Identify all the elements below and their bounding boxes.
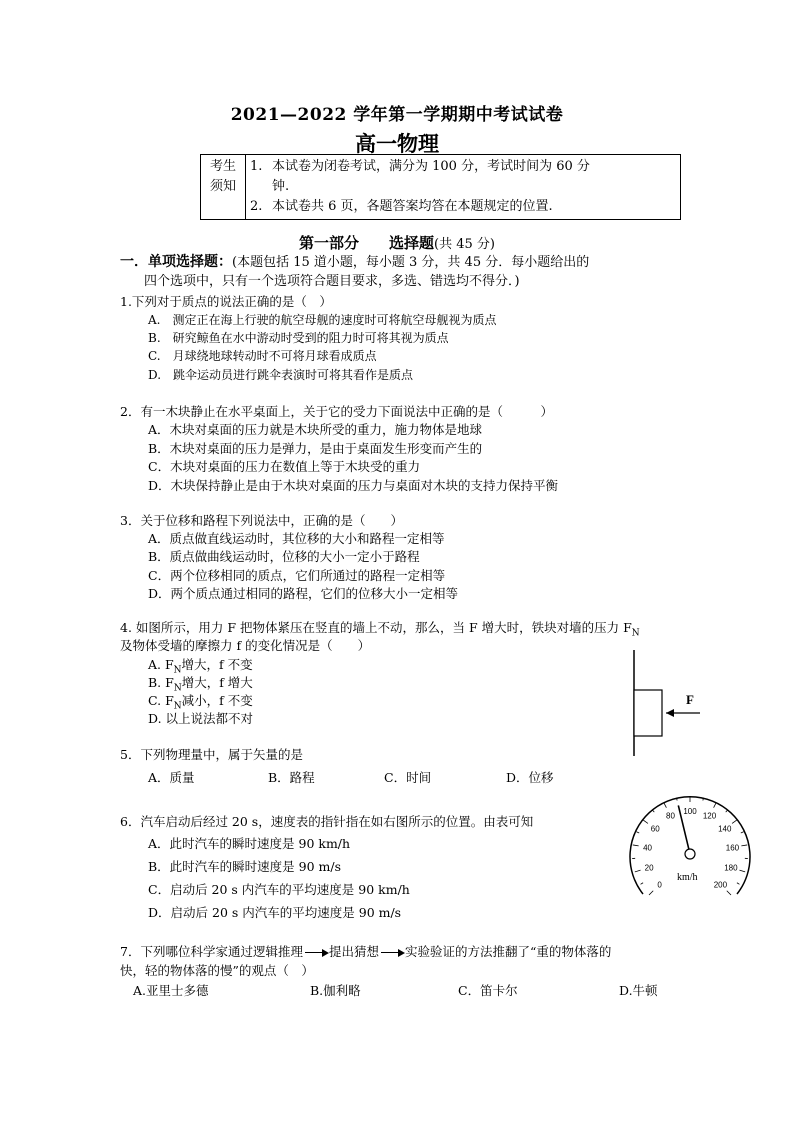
gauge-tick-label: 160 (725, 843, 740, 853)
notice-item-continuation: 钟. (272, 179, 290, 194)
force-arrowhead (666, 709, 674, 717)
question-4-stem-text: 4. 如图所示，用力 F 把物体紧压在竖直的墙上不动，那么，当 F 增大时，铁块对墙的压力 F (120, 620, 632, 635)
question-7-option-d: D.牛顿 (619, 983, 658, 998)
gauge-hub (685, 849, 695, 859)
arrow-icon (303, 949, 329, 957)
question-6-stem: 6．汽车启动后经过 20 s，速度表的指针指在如右图所示的位置。由表可知 (120, 814, 534, 829)
gauge-tick (652, 810, 654, 812)
question-7-option-c: C．笛卡尔 (458, 983, 518, 998)
gauge-tick (732, 820, 737, 824)
question-2-stem: 2．有一木块静止在水平桌面上，关于它的受力下面说法中正确的是（ ） (120, 404, 553, 419)
exam-subject: 高一物理 (355, 131, 439, 156)
gauge-tick-label: 80 (666, 811, 675, 821)
notice-item-text: 本试卷为闭卷考试，满分为 100 分，考试时间为 60 分 (272, 159, 590, 174)
question-4-option-c: C. $F_N$减小，f 不变 (148, 693, 253, 712)
arrow-icon (379, 949, 405, 957)
gauge-tick (737, 883, 740, 885)
notice-item-number: 2. (250, 199, 263, 214)
notice-item-number: 1. (250, 159, 263, 174)
question-3-option-a: A．质点做直线运动时，其位移的大小和路程一定相等 (148, 531, 445, 546)
candidate-notice-table (200, 154, 681, 220)
speedometer-figure (625, 790, 755, 910)
exam-title: 2021—2022 学年第一学期期中考试试卷 (230, 105, 564, 125)
question-2-option-b: B．木块对桌面的压力是弹力，是由于桌面发生形变而产生的 (148, 441, 483, 456)
gauge-unit: km/h (677, 872, 698, 883)
gauge-tick (641, 883, 644, 885)
question-4-option-b: B. $F_N$增大，f 增大 (148, 675, 253, 694)
question-5-option-d: D．位移 (506, 770, 554, 785)
gauge-tick (714, 802, 717, 807)
question-7-stem-line1 (120, 942, 611, 960)
gauge-tick-label: 140 (718, 824, 732, 834)
notice-item (250, 197, 676, 217)
question-7-stem-part-c: 实验验证的方法推翻了“重的物体落的 (404, 944, 612, 959)
question-5-option-b: B．路程 (268, 770, 315, 785)
gauge-tick (633, 845, 639, 846)
question-7-option-a: A.亚里士多德 (133, 983, 209, 998)
question-1-option-d: D. 跳伞运动员进行跳伞表演时可将其看作是质点 (148, 368, 414, 382)
gauge-tick-label: 0 (657, 880, 662, 890)
gauge-tick (664, 802, 667, 807)
question-4-stem-line2: 及物体受墙的摩擦力 f 的变化情况是（ ） (120, 638, 371, 653)
question-1-option-a: A. 测定正在海上行驶的航空母舰的速度时可将航空母舰视为质点 (148, 313, 497, 327)
force-label: F (686, 692, 694, 707)
part-score: (共 45 分) (434, 237, 495, 252)
question-6-option-a: A．此时汽车的瞬时速度是 90 km/h (148, 836, 351, 851)
question-3-stem: 3．关于位移和路程下列说法中，正确的是（ ） (120, 513, 403, 528)
gauge-tick-label: 60 (650, 824, 660, 834)
notice-item (250, 157, 676, 197)
gauge-tick (643, 820, 648, 824)
section-label: 一．单项选择题： (120, 254, 232, 270)
question-4-option-a: A. $F_N$增大，f 不变 (148, 657, 253, 676)
notice-item-text: 本试卷共 6 页，各题答案均答在本题规定的位置. (272, 199, 553, 214)
gauge-tick-label: 180 (724, 863, 738, 873)
question-2-option-d: D．木块保持静止是由于木块对桌面的压力与桌面对木块的支持力保持平衡 (148, 478, 559, 493)
question-3-option-d: D．两个质点通过相同的路程，它们的位移大小一定相等 (148, 586, 459, 601)
question-4-option-d: D. 以上说法都不对 (148, 711, 254, 726)
notice-items (246, 155, 681, 220)
gauge-tick-label: 40 (643, 843, 652, 853)
gauge-tick (741, 845, 747, 846)
question-6-option-c: C．启动后 20 s 内汽车的平均速度是 90 km/h (148, 882, 410, 897)
gauge-tick (739, 870, 745, 872)
question-1-stem: 1.下列对于质点的说法正确的是（ ） (120, 294, 332, 309)
question-3-option-c: C．两个位移相同的质点，它们所通过的路程一定相等 (148, 568, 446, 583)
gauge-tick-label: 200 (713, 880, 728, 890)
gauge-tick (741, 832, 744, 833)
section-desc-line1: (本题包括 15 道小题，每小题 3 分，共 45 分．每小题给出的 (232, 255, 590, 270)
question-2-option-a: A．木块对桌面的压力就是木块所受的重力，施力物体是地球 (148, 422, 483, 437)
gauge-tick-label: 120 (702, 811, 717, 821)
question-2-option-c: C．木块对桌面的压力在数值上等于木块受的重力 (148, 459, 421, 474)
gauge-tick-label: 20 (644, 863, 654, 873)
gauge-tick (727, 891, 731, 895)
gauge-tick-label: 100 (683, 807, 697, 816)
notice-header: 考生须知 (201, 155, 246, 220)
question-7-option-b: B.伽利略 (310, 983, 361, 998)
part-heading (0, 232, 794, 253)
question-5-option-c: C．时间 (384, 770, 432, 785)
question-7-stem-part-a: 7．下列哪位科学家通过逻辑推理 (120, 944, 303, 959)
gauge-tick (635, 870, 641, 872)
block-rect (634, 690, 662, 736)
question-1-option-c: C. 月球绕地球转动时不可将月球看成质点 (148, 349, 377, 363)
question-7-stem-line2: 快，轻的物体落的慢”的观点（ ） (120, 963, 314, 978)
gauge-tick (636, 832, 639, 833)
question-3-option-b: B．质点做曲线运动时，位移的大小一定小于路程 (148, 549, 420, 564)
question-6-option-b: B．此时汽车的瞬时速度是 90 m/s (148, 859, 342, 874)
part-title: 第一部分 选择题 (299, 234, 435, 252)
question-1-option-b: B. 研究鲸鱼在水中游动时受到的阻力时可将其视为质点 (148, 331, 449, 345)
question-5-option-a: A．质量 (148, 770, 195, 785)
question-6-option-d: D．启动后 20 s 内汽车的平均速度是 90 m/s (148, 905, 402, 920)
section-instructions (120, 253, 680, 291)
question-5-stem: 5．下列物理量中，属于矢量的是 (120, 747, 303, 762)
section-desc-line2: 四个选项中，只有一个选项符合题目要求，多选、错选均不得分．) (144, 274, 520, 289)
gauge-tick (649, 891, 653, 895)
subscript: N (631, 628, 640, 639)
question-7-stem-part-b: 提出猜想 (328, 944, 379, 959)
wall-block-figure (620, 648, 710, 758)
gauge-tick (726, 810, 728, 812)
